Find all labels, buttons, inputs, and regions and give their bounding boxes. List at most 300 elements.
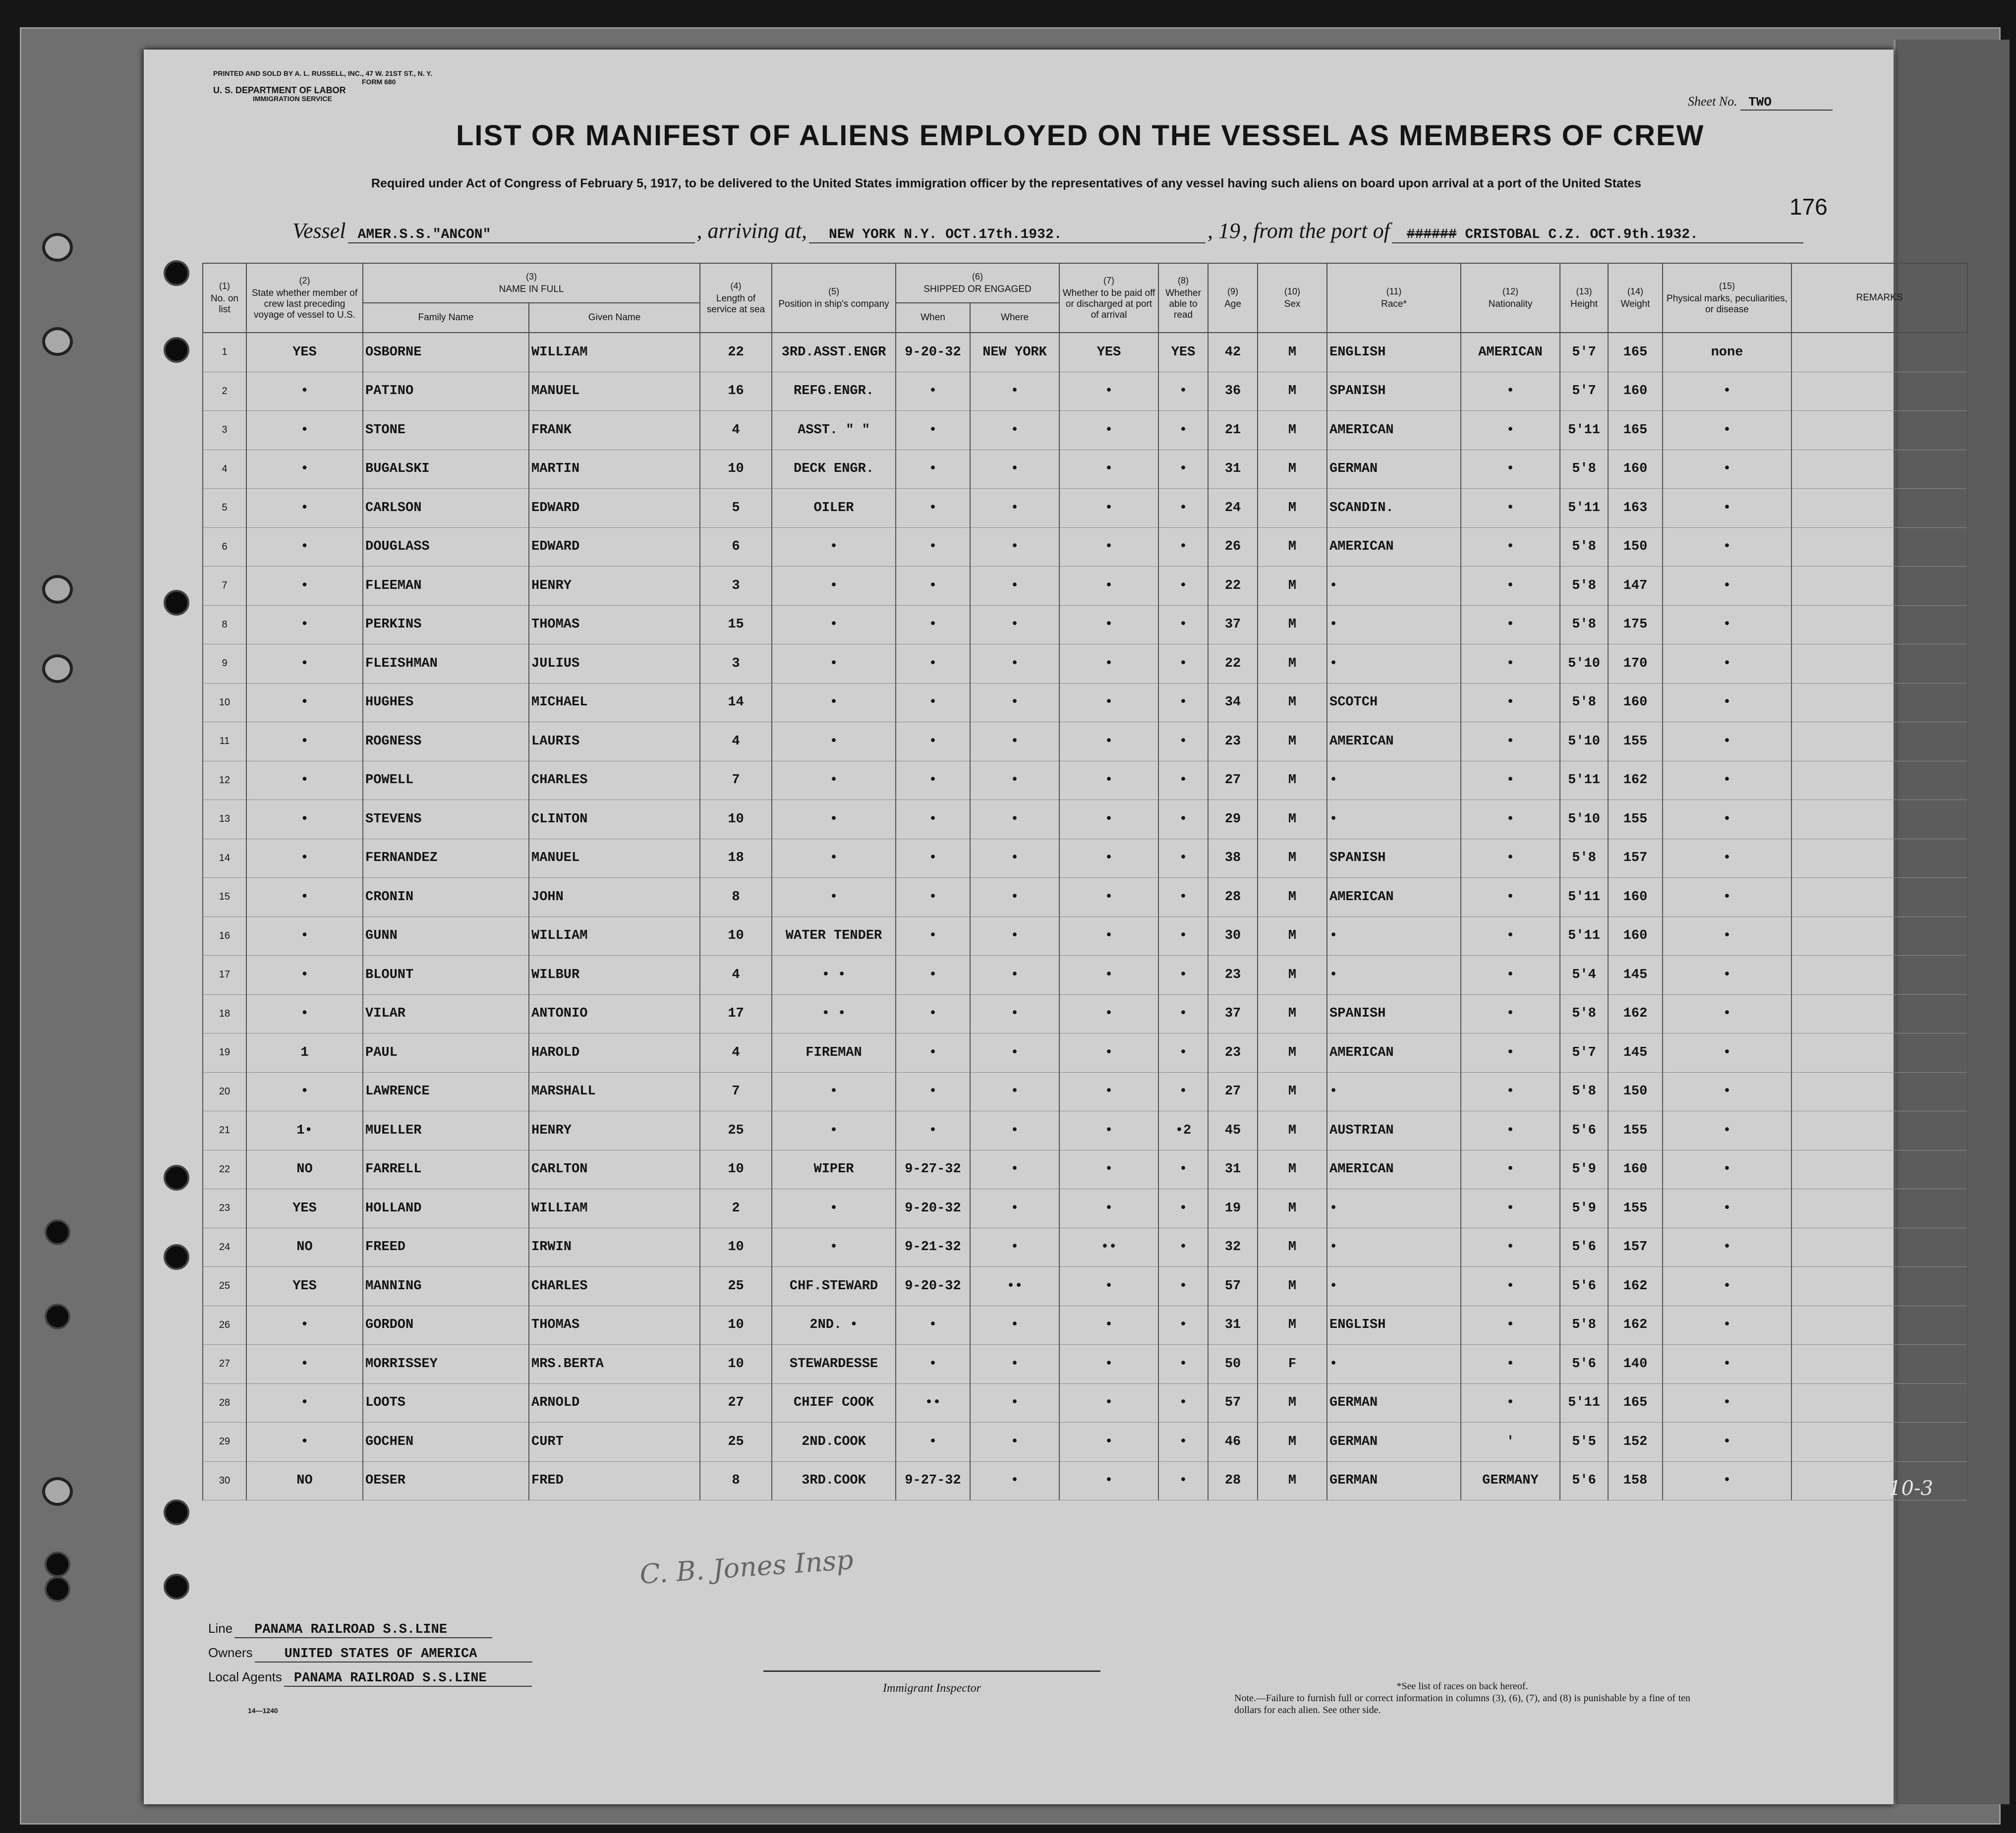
family-name-cell: LOOTS: [363, 1383, 529, 1423]
race-cell: AMERICAN: [1327, 411, 1461, 450]
given-name-cell: CHARLES: [529, 1267, 700, 1306]
row-number-cell: 4: [203, 450, 246, 489]
height-cell: 5'6: [1560, 1461, 1608, 1500]
race-cell: •: [1327, 605, 1461, 644]
position-cell: WATER TENDER: [772, 916, 896, 956]
col-physical-marks-header: (15) Physical marks, peculiarities, or disease: [1663, 263, 1791, 333]
row-number-cell: 14: [203, 839, 246, 878]
shipped-when-cell: •: [896, 994, 970, 1033]
height-cell: 5'7: [1560, 333, 1608, 372]
weight-cell: 150: [1608, 527, 1663, 567]
height-cell: 5'7: [1560, 1033, 1608, 1073]
sex-cell: M: [1258, 722, 1327, 761]
remarks-cell: [1791, 1189, 1967, 1228]
stamp-number: 176: [1789, 194, 1828, 220]
printer-line: PRINTED AND SOLD BY A. L. RUSSELL, INC., 47 W. 21ST ST., N. Y.: [213, 69, 432, 77]
family-name-cell: PERKINS: [363, 605, 529, 644]
race-cell: •: [1327, 567, 1461, 606]
given-name-cell: FRANK: [529, 411, 700, 450]
col-remarks-header: REMARKS: [1791, 263, 1967, 333]
family-name-cell: STEVENS: [363, 800, 529, 839]
weight-cell: 155: [1608, 1189, 1663, 1228]
able-to-read-cell: •: [1158, 1228, 1208, 1267]
remarks-cell: [1791, 489, 1967, 528]
weight-cell: 160: [1608, 1150, 1663, 1189]
height-cell: 5'11: [1560, 761, 1608, 800]
shipped-where-cell: •: [970, 722, 1059, 761]
nationality-cell: •: [1461, 411, 1560, 450]
remarks-cell: [1791, 1345, 1967, 1384]
previous-voyage-cell: YES: [246, 333, 363, 372]
shipped-where-cell: •: [970, 1345, 1059, 1384]
height-cell: 5'7: [1560, 372, 1608, 411]
physical-marks-cell: •: [1663, 1033, 1791, 1073]
weight-cell: 160: [1608, 916, 1663, 956]
previous-voyage-cell: •: [246, 372, 363, 411]
family-name-cell: PAUL: [363, 1033, 529, 1073]
position-cell: •: [772, 722, 896, 761]
row-number-cell: 23: [203, 1189, 246, 1228]
able-to-read-cell: •: [1158, 1383, 1208, 1423]
nationality-cell: •: [1461, 527, 1560, 567]
family-name-cell: MORRISSEY: [363, 1345, 529, 1384]
previous-voyage-cell: NO: [246, 1150, 363, 1189]
able-to-read-cell: •: [1158, 1345, 1208, 1384]
punch-hole: [164, 1574, 189, 1600]
able-to-read-cell: •: [1158, 644, 1208, 684]
vessel-label: Vessel: [292, 219, 346, 243]
remarks-cell: [1791, 567, 1967, 606]
physical-marks-cell: •: [1663, 605, 1791, 644]
family-name-cell: GOCHEN: [363, 1423, 529, 1462]
row-number-cell: 18: [203, 994, 246, 1033]
family-name-cell: BLOUNT: [363, 956, 529, 995]
paid-off-cell: •: [1059, 916, 1158, 956]
age-cell: 45: [1208, 1111, 1258, 1150]
race-cell: ENGLISH: [1327, 1306, 1461, 1345]
physical-marks-cell: none: [1663, 333, 1791, 372]
remarks-cell: [1791, 722, 1967, 761]
race-cell: AMERICAN: [1327, 1150, 1461, 1189]
length-of-service-cell: 4: [700, 1033, 772, 1073]
shipped-where-cell: •: [970, 683, 1059, 722]
race-cell: •: [1327, 1267, 1461, 1306]
age-cell: 38: [1208, 839, 1258, 878]
sex-cell: M: [1258, 839, 1327, 878]
previous-voyage-cell: 1: [246, 1033, 363, 1073]
table-row: [203, 1072, 1967, 1111]
weight-cell: 158: [1608, 1461, 1663, 1500]
previous-voyage-cell: •: [246, 1345, 363, 1384]
shipped-when-cell: •: [896, 567, 970, 606]
family-name-cell: PATINO: [363, 372, 529, 411]
able-to-read-cell: •: [1158, 489, 1208, 528]
age-cell: 31: [1208, 1150, 1258, 1189]
height-cell: 5'8: [1560, 683, 1608, 722]
able-to-read-cell: •: [1158, 722, 1208, 761]
length-of-service-cell: 3: [700, 567, 772, 606]
given-name-cell: MANUEL: [529, 372, 700, 411]
year-label: , 19: [1207, 219, 1240, 243]
position-cell: •: [772, 567, 896, 606]
family-name-cell: CARLSON: [363, 489, 529, 528]
row-number-cell: 19: [203, 1033, 246, 1073]
col-weight-header: (14) Weight: [1608, 263, 1663, 333]
shipped-when-cell: •: [896, 372, 970, 411]
shipped-where-cell: •: [970, 800, 1059, 839]
shipped-when-cell: •: [896, 644, 970, 684]
given-name-cell: HENRY: [529, 567, 700, 606]
nationality-cell: •: [1461, 761, 1560, 800]
length-of-service-cell: 7: [700, 1072, 772, 1111]
sex-cell: M: [1258, 878, 1327, 917]
shipped-when-cell: •: [896, 956, 970, 995]
shipped-where-cell: •: [970, 1306, 1059, 1345]
previous-voyage-cell: NO: [246, 1461, 363, 1500]
remarks-cell: [1791, 1111, 1967, 1150]
sex-cell: M: [1258, 1267, 1327, 1306]
length-of-service-cell: 3: [700, 644, 772, 684]
race-cell: AMERICAN: [1327, 878, 1461, 917]
able-to-read-cell: •: [1158, 1423, 1208, 1462]
position-cell: STEWARDESSE: [772, 1345, 896, 1384]
height-cell: 5'11: [1560, 878, 1608, 917]
remarks-cell: [1791, 878, 1967, 917]
physical-marks-cell: •: [1663, 683, 1791, 722]
from-struck: ######: [1406, 227, 1457, 242]
previous-voyage-cell: •: [246, 450, 363, 489]
shipped-when-cell: •: [896, 722, 970, 761]
shipped-when-cell: •: [896, 411, 970, 450]
arriving-value: NEW YORK N.Y. OCT.17th.1932.: [809, 227, 1206, 243]
nationality-cell: •: [1461, 956, 1560, 995]
position-cell: •: [772, 605, 896, 644]
shipped-where-cell: •: [970, 1189, 1059, 1228]
remarks-cell: [1791, 605, 1967, 644]
given-name-cell: MARTIN: [529, 450, 700, 489]
given-name-cell: MANUEL: [529, 839, 700, 878]
family-name-cell: OSBORNE: [363, 333, 529, 372]
row-number-cell: 29: [203, 1423, 246, 1462]
weight-cell: 170: [1608, 644, 1663, 684]
height-cell: 5'11: [1560, 1383, 1608, 1423]
position-cell: •: [772, 1228, 896, 1267]
age-cell: 31: [1208, 1306, 1258, 1345]
able-to-read-cell: •: [1158, 1461, 1208, 1500]
paid-off-cell: •: [1059, 1189, 1158, 1228]
shipped-when-cell: •: [896, 916, 970, 956]
age-cell: 57: [1208, 1383, 1258, 1423]
age-cell: 36: [1208, 372, 1258, 411]
shipped-when-cell: •: [896, 1033, 970, 1073]
paid-off-cell: •: [1059, 1461, 1158, 1500]
length-of-service-cell: 10: [700, 916, 772, 956]
remarks-cell: [1791, 1306, 1967, 1345]
age-cell: 23: [1208, 1033, 1258, 1073]
binder-ring: [42, 1477, 73, 1506]
paid-off-cell: •: [1059, 1150, 1158, 1189]
age-cell: 32: [1208, 1228, 1258, 1267]
weight-cell: 160: [1608, 372, 1663, 411]
sex-cell: M: [1258, 333, 1327, 372]
nationality-cell: •: [1461, 1267, 1560, 1306]
length-of-service-cell: 10: [700, 1228, 772, 1267]
age-cell: 23: [1208, 722, 1258, 761]
col-name-header: (3) NAME IN FULL: [363, 263, 700, 303]
table-row: [203, 683, 1967, 722]
paid-off-cell: •: [1059, 1383, 1158, 1423]
col-race-header: (11) Race*: [1327, 263, 1461, 333]
position-cell: DECK ENGR.: [772, 450, 896, 489]
height-cell: 5'8: [1560, 450, 1608, 489]
given-name-cell: WILBUR: [529, 956, 700, 995]
given-name-cell: CARLTON: [529, 1150, 700, 1189]
family-name-cell: POWELL: [363, 761, 529, 800]
remarks-cell: [1791, 839, 1967, 878]
previous-voyage-cell: •: [246, 722, 363, 761]
printer-imprint: [213, 69, 560, 103]
binding-margin: [35, 89, 134, 1725]
footer-agents: [208, 1621, 803, 1715]
nationality-cell: ': [1461, 1423, 1560, 1462]
nationality-cell: AMERICAN: [1461, 333, 1560, 372]
shipped-when-cell: 9-21-32: [896, 1228, 970, 1267]
length-of-service-cell: 10: [700, 450, 772, 489]
shipped-where-cell: •: [970, 1423, 1059, 1462]
race-cell: SCOTCH: [1327, 683, 1461, 722]
height-cell: 5'9: [1560, 1189, 1608, 1228]
table-row: [203, 1383, 1967, 1423]
position-cell: • •: [772, 994, 896, 1033]
shipped-where-cell: •: [970, 411, 1059, 450]
weight-cell: 155: [1608, 722, 1663, 761]
paid-off-cell: YES: [1059, 333, 1158, 372]
paid-off-cell: •: [1059, 527, 1158, 567]
shipped-when-cell: •: [896, 527, 970, 567]
row-number-cell: 30: [203, 1461, 246, 1500]
paid-off-cell: •: [1059, 567, 1158, 606]
table-row: [203, 1306, 1967, 1345]
nationality-cell: GERMANY: [1461, 1461, 1560, 1500]
given-name-cell: WILLIAM: [529, 916, 700, 956]
race-cell: AUSTRIAN: [1327, 1111, 1461, 1150]
table-row: [203, 567, 1967, 606]
given-name-cell: ARNOLD: [529, 1383, 700, 1423]
length-of-service-cell: 10: [700, 800, 772, 839]
able-to-read-cell: •: [1158, 761, 1208, 800]
previous-voyage-cell: •: [246, 489, 363, 528]
nationality-cell: •: [1461, 916, 1560, 956]
able-to-read-cell: •: [1158, 994, 1208, 1033]
physical-marks-cell: •: [1663, 372, 1791, 411]
paid-off-cell: •: [1059, 722, 1158, 761]
paid-off-cell: •: [1059, 1072, 1158, 1111]
age-cell: 42: [1208, 333, 1258, 372]
previous-voyage-cell: •: [246, 761, 363, 800]
physical-marks-cell: •: [1663, 411, 1791, 450]
punch-hole: [45, 1551, 70, 1577]
weight-cell: 162: [1608, 761, 1663, 800]
race-cell: SPANISH: [1327, 839, 1461, 878]
height-cell: 5'8: [1560, 839, 1608, 878]
col-paid-off-header: (7) Whether to be paid off or discharged at port of arrival: [1059, 263, 1158, 333]
races-note: *See list of races on back hereof.: [1396, 1681, 1528, 1692]
shipped-where-cell: •: [970, 839, 1059, 878]
shipped-where-cell: •: [970, 916, 1059, 956]
physical-marks-cell: •: [1663, 1111, 1791, 1150]
row-number-cell: 15: [203, 878, 246, 917]
line-value: PANAMA RAILROAD S.S.LINE: [234, 1622, 492, 1638]
weight-cell: 157: [1608, 839, 1663, 878]
sex-cell: M: [1258, 489, 1327, 528]
able-to-read-cell: •: [1158, 1033, 1208, 1073]
paid-off-cell: ••: [1059, 1228, 1158, 1267]
shipped-when-cell: 9-20-32: [896, 333, 970, 372]
previous-voyage-cell: YES: [246, 1189, 363, 1228]
shipped-when-cell: •: [896, 1423, 970, 1462]
position-cell: 2ND.COOK: [772, 1423, 896, 1462]
sex-cell: M: [1258, 1111, 1327, 1150]
sex-cell: M: [1258, 411, 1327, 450]
given-name-cell: JOHN: [529, 878, 700, 917]
table-row: [203, 1461, 1967, 1500]
row-number-cell: 26: [203, 1306, 246, 1345]
length-of-service-cell: 10: [700, 1306, 772, 1345]
nationality-cell: •: [1461, 994, 1560, 1033]
nationality-cell: •: [1461, 1033, 1560, 1073]
col-sex-header: (10) Sex: [1258, 263, 1327, 333]
physical-marks-cell: •: [1663, 916, 1791, 956]
able-to-read-cell: •: [1158, 683, 1208, 722]
length-of-service-cell: 18: [700, 839, 772, 878]
length-of-service-cell: 22: [700, 333, 772, 372]
from-value: [1392, 227, 1803, 243]
length-of-service-cell: 8: [700, 1461, 772, 1500]
length-of-service-cell: 25: [700, 1423, 772, 1462]
shipped-where-cell: •: [970, 1111, 1059, 1150]
shipped-where-cell: •: [970, 644, 1059, 684]
remarks-cell: [1791, 916, 1967, 956]
weight-cell: 165: [1608, 411, 1663, 450]
remarks-cell: [1791, 372, 1967, 411]
nationality-cell: •: [1461, 489, 1560, 528]
height-cell: 5'6: [1560, 1111, 1608, 1150]
previous-voyage-cell: •: [246, 956, 363, 995]
family-name-cell: OESER: [363, 1461, 529, 1500]
family-name-cell: DOUGLASS: [363, 527, 529, 567]
shipped-where-cell: •: [970, 1033, 1059, 1073]
shipped-when-cell: 9-27-32: [896, 1150, 970, 1189]
previous-voyage-cell: •: [246, 605, 363, 644]
position-cell: 3RD.COOK: [772, 1461, 896, 1500]
table-row: [203, 527, 1967, 567]
height-cell: 5'6: [1560, 1228, 1608, 1267]
punch-hole: [164, 1165, 189, 1191]
weight-cell: 160: [1608, 450, 1663, 489]
position-cell: REFG.ENGR.: [772, 372, 896, 411]
remarks-cell: [1791, 1228, 1967, 1267]
row-number-cell: 22: [203, 1150, 246, 1189]
remarks-cell: [1791, 761, 1967, 800]
sex-cell: M: [1258, 761, 1327, 800]
physical-marks-cell: •: [1663, 1228, 1791, 1267]
service-name: IMMIGRATION SERVICE: [253, 95, 332, 103]
able-to-read-cell: •: [1158, 800, 1208, 839]
shipped-when-cell: 9-20-32: [896, 1189, 970, 1228]
punch-hole: [45, 1304, 70, 1329]
position-cell: ASST. " ": [772, 411, 896, 450]
race-cell: •: [1327, 956, 1461, 995]
able-to-read-cell: •: [1158, 1189, 1208, 1228]
paid-off-cell: •: [1059, 878, 1158, 917]
physical-marks-cell: •: [1663, 489, 1791, 528]
row-number-cell: 11: [203, 722, 246, 761]
row-number-cell: 6: [203, 527, 246, 567]
binder-ring: [42, 327, 73, 356]
physical-marks-cell: •: [1663, 722, 1791, 761]
sex-cell: M: [1258, 567, 1327, 606]
table-row: [203, 333, 1967, 372]
weight-cell: 152: [1608, 1423, 1663, 1462]
family-name-cell: CRONIN: [363, 878, 529, 917]
row-number-cell: 28: [203, 1383, 246, 1423]
able-to-read-cell: •: [1158, 1306, 1208, 1345]
age-cell: 19: [1208, 1189, 1258, 1228]
able-to-read-cell: •: [1158, 1072, 1208, 1111]
previous-voyage-cell: •: [246, 567, 363, 606]
page-title: LIST OR MANIFEST OF ALIENS EMPLOYED ON THE VESSEL AS MEMBERS OF CREW: [456, 119, 1705, 152]
length-of-service-cell: 2: [700, 1189, 772, 1228]
col-shipped-header: (6) SHIPPED OR ENGAGED: [896, 263, 1059, 303]
paid-off-cell: •: [1059, 956, 1158, 995]
able-to-read-cell: •: [1158, 1150, 1208, 1189]
family-name-cell: VILAR: [363, 994, 529, 1033]
margin-mark: 10-3: [1889, 1477, 1933, 1500]
previous-voyage-cell: 1•: [246, 1111, 363, 1150]
row-number-cell: 21: [203, 1111, 246, 1150]
previous-voyage-cell: •: [246, 1383, 363, 1423]
sex-cell: M: [1258, 1423, 1327, 1462]
nationality-cell: •: [1461, 1189, 1560, 1228]
shipped-when-cell: •: [896, 605, 970, 644]
row-number-cell: 9: [203, 644, 246, 684]
position-cell: •: [772, 1189, 896, 1228]
height-cell: 5'6: [1560, 1267, 1608, 1306]
remarks-cell: [1791, 333, 1967, 372]
family-name-cell: FLEEMAN: [363, 567, 529, 606]
shipped-when-cell: •: [896, 800, 970, 839]
sex-cell: M: [1258, 527, 1327, 567]
race-cell: AMERICAN: [1327, 527, 1461, 567]
given-name-cell: MRS.BERTA: [529, 1345, 700, 1384]
race-cell: •: [1327, 1072, 1461, 1111]
age-cell: 34: [1208, 683, 1258, 722]
length-of-service-cell: 17: [700, 994, 772, 1033]
position-cell: •: [772, 683, 896, 722]
age-cell: 28: [1208, 878, 1258, 917]
previous-voyage-cell: •: [246, 1306, 363, 1345]
shipped-where-cell: •: [970, 1461, 1059, 1500]
sheet-label: Sheet No.: [1688, 94, 1737, 109]
shipped-where-cell: •: [970, 761, 1059, 800]
nationality-cell: •: [1461, 450, 1560, 489]
previous-voyage-cell: NO: [246, 1228, 363, 1267]
paid-off-cell: •: [1059, 372, 1158, 411]
row-number-cell: 16: [203, 916, 246, 956]
race-cell: GERMAN: [1327, 450, 1461, 489]
age-cell: 29: [1208, 800, 1258, 839]
able-to-read-cell: YES: [1158, 333, 1208, 372]
